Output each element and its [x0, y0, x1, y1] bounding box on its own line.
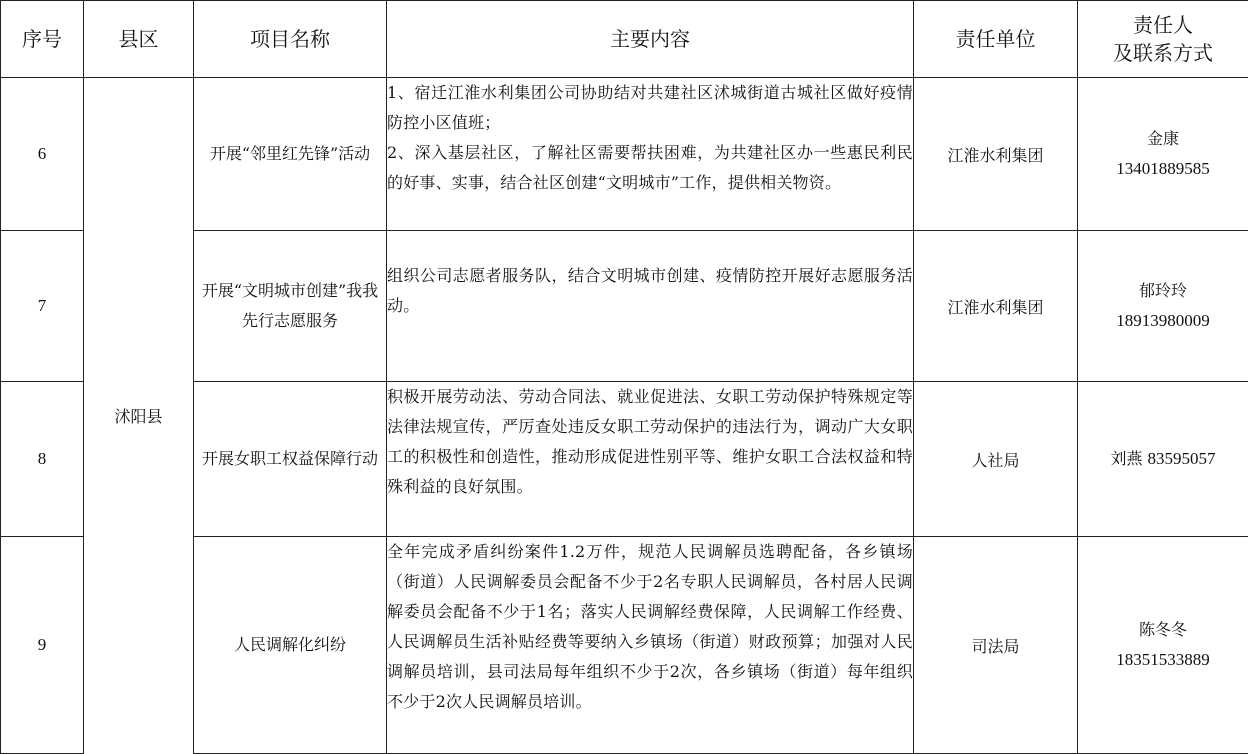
row-content	[387, 382, 914, 537]
contact-phone: 13401889585	[1078, 154, 1248, 184]
row-index: 9	[1, 537, 84, 754]
row-index: 7	[1, 231, 84, 382]
header-contact-line2: 及联系方式	[1078, 39, 1248, 67]
row-unit: 江淮水利集团	[914, 78, 1078, 231]
row-content	[387, 537, 914, 754]
row-content	[387, 231, 914, 382]
row-unit: 江淮水利集团	[914, 231, 1078, 382]
header-contact	[1078, 1, 1248, 78]
content-paragraph: 组织公司志愿者服务队，结合文明城市创建、疫情防控开展好志愿服务活动。	[387, 261, 913, 321]
content-paragraph: 2、深入基层社区，了解社区需要帮扶困难，为共建社区办一些惠民利民的好事、实事，结合社区创建“文明城市”工作，提供相关物资。	[387, 138, 913, 198]
row-project: 开展“文明城市创建”我我先行志愿服务	[194, 231, 387, 382]
row-index: 8	[1, 382, 84, 537]
header-project: 项目名称	[194, 1, 387, 78]
contact-phone: 83595057	[1148, 449, 1216, 468]
header-county: 县区	[84, 1, 194, 78]
table-row	[1, 78, 1248, 231]
header-unit: 责任单位	[914, 1, 1078, 78]
header-content: 主要内容	[387, 1, 914, 78]
row-unit: 司法局	[914, 537, 1078, 754]
header-contact-line1: 责任人	[1078, 11, 1248, 39]
county-cell: 沭阳县	[84, 78, 194, 754]
row-project: 开展“邻里红先锋”活动	[194, 78, 387, 231]
contact-phone: 18913980009	[1078, 306, 1248, 336]
row-unit: 人社局	[914, 382, 1078, 537]
contact-name: 金康	[1078, 124, 1248, 154]
row-contact	[1078, 382, 1248, 537]
contact-name: 刘燕	[1110, 449, 1142, 468]
content-paragraph: 全年完成矛盾纠纷案件1.2万件，规范人民调解员选聘配备，各乡镇场（街道）人民调解委员会配备不少于2名专职人民调解员，各村居人民调解委员会配备不少于1名；落实人民调解经费保障，人民调解工作经费、人民调解员生活补贴经费等要纳入乡镇场（街道）财政预算；加强对人民调解员培训，县司法局每年组织不少于2次，各乡镇场（街道）每年组织不少于2次人民调解员培训。	[387, 537, 913, 717]
header-index: 序号	[1, 1, 84, 78]
row-contact	[1078, 231, 1248, 382]
row-contact	[1078, 78, 1248, 231]
content-paragraph: 积极开展劳动法、劳动合同法、就业促进法、女职工劳动保护特殊规定等法律法规宣传，严厉查处违反女职工劳动保护的违法行为，调动广大女职工的积极性和创造性，推动形成促进性别平等、维护女职工合法权益和特殊利益的良好氛围。	[387, 382, 913, 502]
row-project: 人民调解化纠纷	[194, 537, 387, 754]
contact-phone: 18351533889	[1078, 645, 1248, 675]
row-content	[387, 78, 914, 231]
contact-name: 陈冬冬	[1078, 615, 1248, 645]
row-project: 开展女职工权益保障行动	[194, 382, 387, 537]
header-row	[1, 1, 1248, 78]
content-paragraph: 1、宿迁江淮水利集团公司协助结对共建社区沭城街道古城社区做好疫情防控小区值班；	[387, 78, 913, 138]
row-index: 6	[1, 78, 84, 231]
contact-name: 郁玲玲	[1078, 276, 1248, 306]
row-contact	[1078, 537, 1248, 754]
